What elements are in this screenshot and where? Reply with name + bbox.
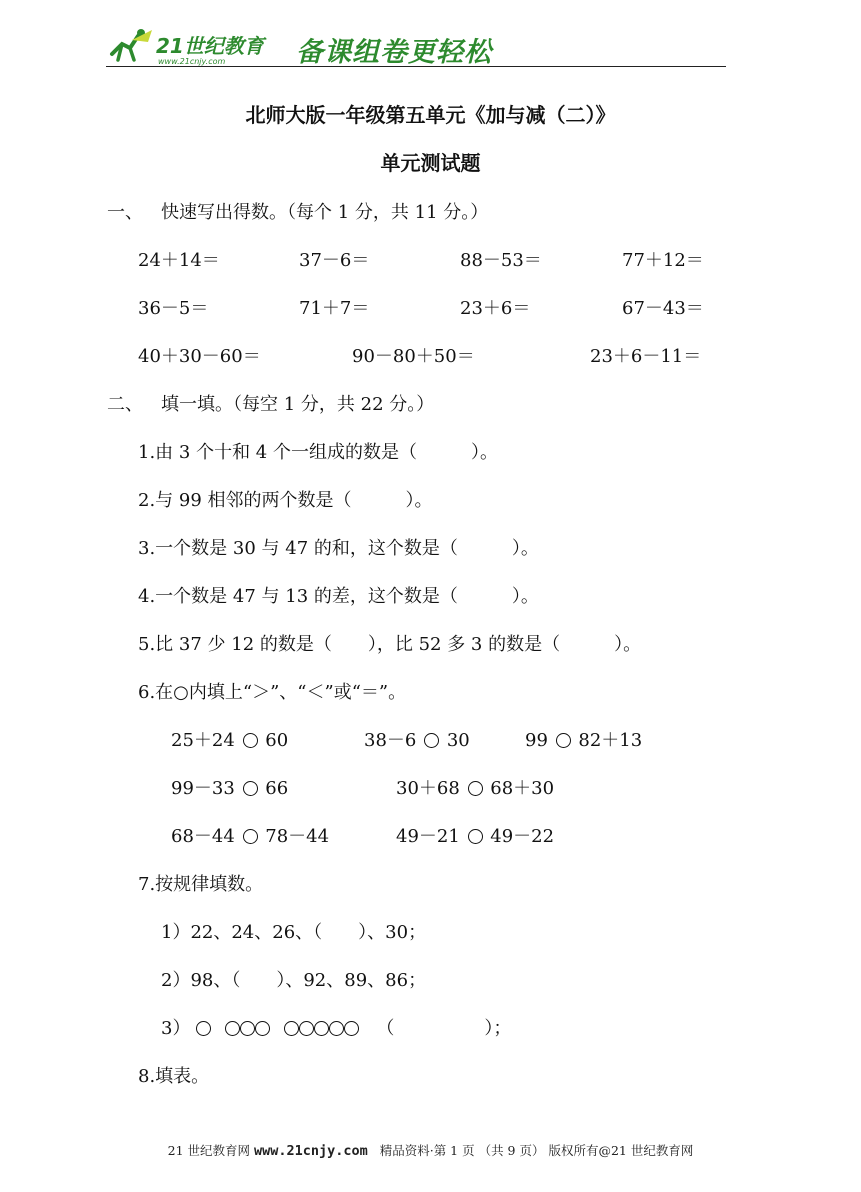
arith-item: 71＋7＝ — [299, 298, 370, 319]
question-1: 1.由 3 个十和 4 个一组成的数是（ ）。 — [138, 442, 498, 463]
section1-number: 一、 — [107, 202, 143, 223]
page-title: 北师大版一年级第五单元《加与减（二）》 — [245, 103, 616, 127]
compare-item: 99－33 66 — [171, 778, 289, 799]
footer-url: www.21cnjy.com — [254, 1143, 368, 1159]
arith-item: 40＋30－60＝ — [138, 346, 261, 367]
compare-circle-icon — [424, 733, 439, 748]
section2-heading: 填一填。（每空 1 分，共 22 分。） — [161, 394, 435, 415]
question-7-1: 1）22、24、26、（ ）、30； — [161, 922, 427, 943]
compare-item: 25＋24 60 — [171, 730, 289, 751]
footer-info: 精品资料·第 1 页 （共 9 页） 版权所有@21 世纪教育网 — [379, 1143, 694, 1158]
question-3: 3.一个数是 30 与 47 的和，这个数是（ ）。 — [138, 538, 539, 559]
circle-pattern-2 — [225, 1018, 270, 1039]
logo-text: 21世纪教育 — [156, 34, 264, 58]
question-6: 6.在○内填上“＞”、“＜”或“＝”。 — [138, 682, 407, 703]
question-7-3: 3） （ ）； — [161, 1018, 512, 1039]
question-2: 2.与 99 相邻的两个数是（ ）。 — [138, 490, 433, 511]
arith-item: 77＋12＝ — [622, 250, 704, 271]
question-5: 5.比 37 少 12 的数是（ ），比 52 多 3 的数是（ ）。 — [138, 634, 642, 655]
question-4: 4.一个数是 47 与 13 的差，这个数是（ ）。 — [138, 586, 539, 607]
compare-item: 68－44 78－44 — [171, 826, 330, 847]
arith-item: 67－43＝ — [622, 298, 704, 319]
compare-item: 30＋68 68＋30 — [396, 778, 555, 799]
header-divider — [106, 66, 726, 67]
question-8: 8.填表。 — [138, 1066, 210, 1087]
page-footer — [0, 1141, 861, 1159]
footer-site: 21 世纪教育网 — [167, 1143, 251, 1158]
arith-item: 36－5＝ — [138, 298, 209, 319]
question-7: 7.按规律填数。 — [138, 874, 264, 895]
compare-circle-icon — [243, 829, 258, 844]
section2-number: 二、 — [107, 394, 143, 415]
arith-item: 88－53＝ — [460, 250, 542, 271]
circle-pattern-3 — [284, 1018, 359, 1039]
arith-item: 24＋14＝ — [138, 250, 220, 271]
section1-heading: 快速写出得数。（每个 1 分，共 11 分。） — [161, 202, 489, 223]
compare-item: 99 82＋13 — [525, 730, 643, 751]
logo-url: www.21cnjy.com — [158, 57, 226, 66]
site-logo — [108, 26, 288, 68]
compare-item: 49－21 49－22 — [396, 826, 555, 847]
compare-circle-icon — [556, 733, 571, 748]
arith-item: 23＋6－11＝ — [590, 346, 702, 367]
circle-pattern-1 — [196, 1018, 211, 1039]
header-slogan: 备课组卷更轻松 — [296, 37, 492, 68]
compare-circle-icon — [243, 781, 258, 796]
page-subtitle: 单元测试题 — [380, 151, 481, 175]
arith-item: 37－6＝ — [299, 250, 370, 271]
compare-item: 38－6 30 — [364, 730, 470, 751]
compare-circle-icon — [243, 733, 258, 748]
arith-item: 23＋6＝ — [460, 298, 531, 319]
compare-circle-icon — [468, 829, 483, 844]
arith-item: 90－80＋50＝ — [352, 346, 475, 367]
question-7-2: 2）98、（ ）、92、89、86； — [161, 970, 427, 991]
runner-logo-icon — [112, 29, 152, 60]
compare-circle-icon — [468, 781, 483, 796]
